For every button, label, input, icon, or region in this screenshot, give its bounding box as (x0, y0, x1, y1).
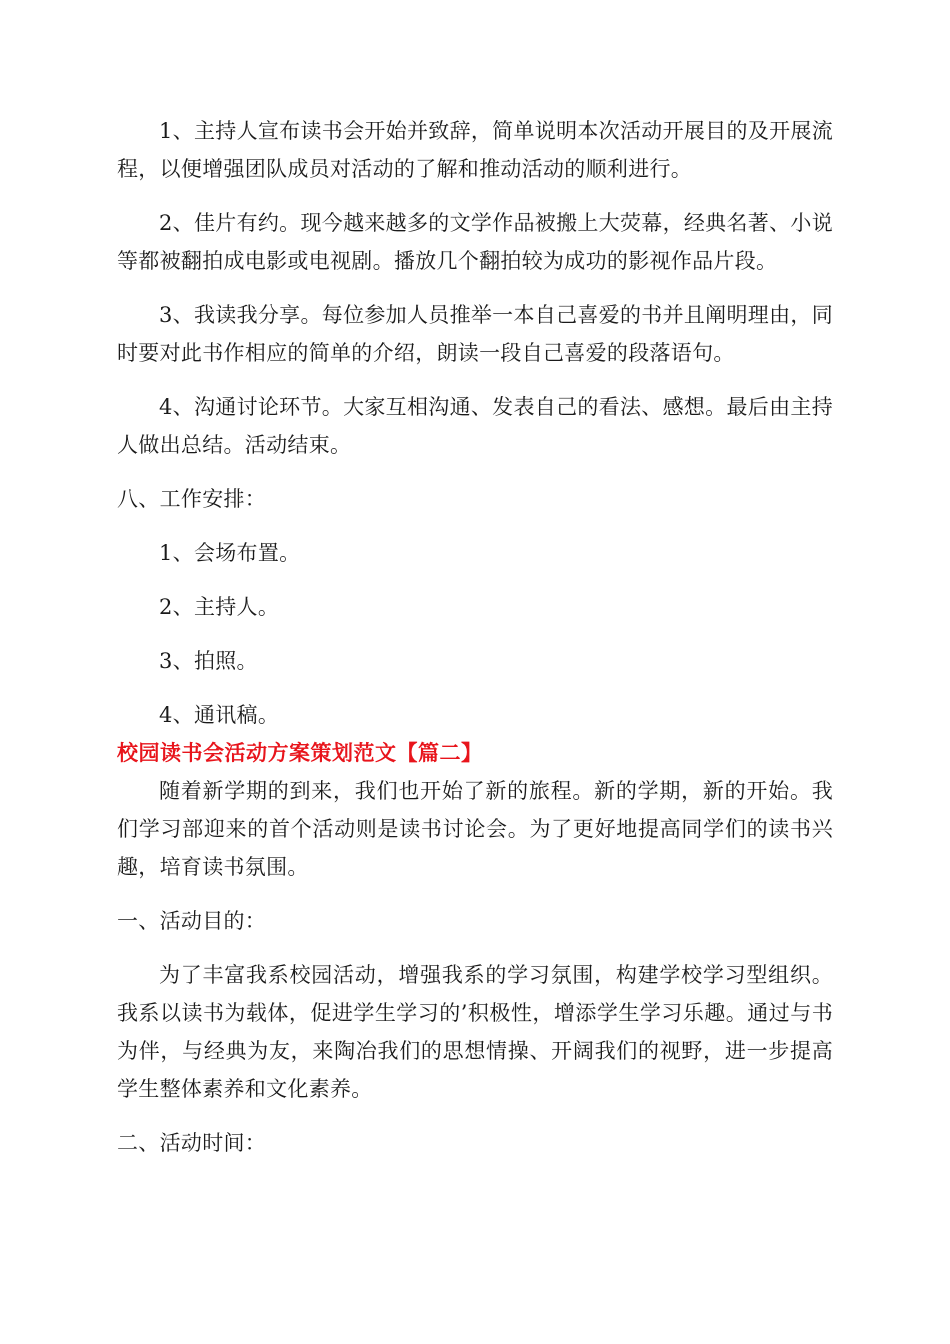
document-body (117, 112, 833, 1162)
paragraph-film-screening: 2、佳片有约。现今越来越多的文学作品被搬上大荧幕，经典名著、小说等都被翻拍成电影或电视剧。播放几个翻拍较为成功的影视作品片段。 (117, 211, 833, 273)
section-heading-time: 二、活动时间： (117, 1131, 267, 1155)
work-item-photo: 3、拍照。 (159, 649, 258, 673)
paragraph-reading-share: 3、我读我分享。每位参加人员推举一本自己喜爱的书并且阐明理由，同时要对此书作相应的简单的介绍，朗读一段自己喜爱的段落语句。 (117, 303, 833, 365)
work-item-venue: 1、会场布置。 (159, 541, 301, 565)
paragraph-purpose: 为了丰富我系校园活动，增强我系的学习氛围，构建学校学习型组织。我系以读书为载体，促进学生学习的’积极性，增添学生学习乐趣。通过与书为伴，与经典为友，来陶冶我们的思想情操、开阔我们的视野，进一步提高学生整体素养和文化素养。 (117, 963, 833, 1101)
paragraph-host-opening: 1、主持人宣布读书会开始并致辞，简单说明本次活动开展目的及开展流程，以便增强团队成员对活动的了解和推动活动的顺利进行。 (117, 119, 833, 181)
section-heading-work-arrangement: 八、工作安排： (117, 487, 267, 511)
work-item-host: 2、主持人。 (159, 595, 280, 619)
article-heading-part-two: 校园读书会活动方案策划范文【篇二】 (117, 741, 483, 765)
section-heading-purpose: 一、活动目的： (117, 909, 267, 933)
work-item-press: 4、通讯稿。 (159, 703, 280, 727)
paragraph-discussion: 4、沟通讨论环节。大家互相沟通、发表自己的看法、感想。最后由主持人做出总结。活动结束。 (117, 395, 833, 457)
paragraph-introduction: 随着新学期的到来，我们也开始了新的旅程。新的学期，新的开始。我们学习部迎来的首个活动则是读书讨论会。为了更好地提高同学们的读书兴趣，培育读书氛围。 (117, 779, 833, 879)
